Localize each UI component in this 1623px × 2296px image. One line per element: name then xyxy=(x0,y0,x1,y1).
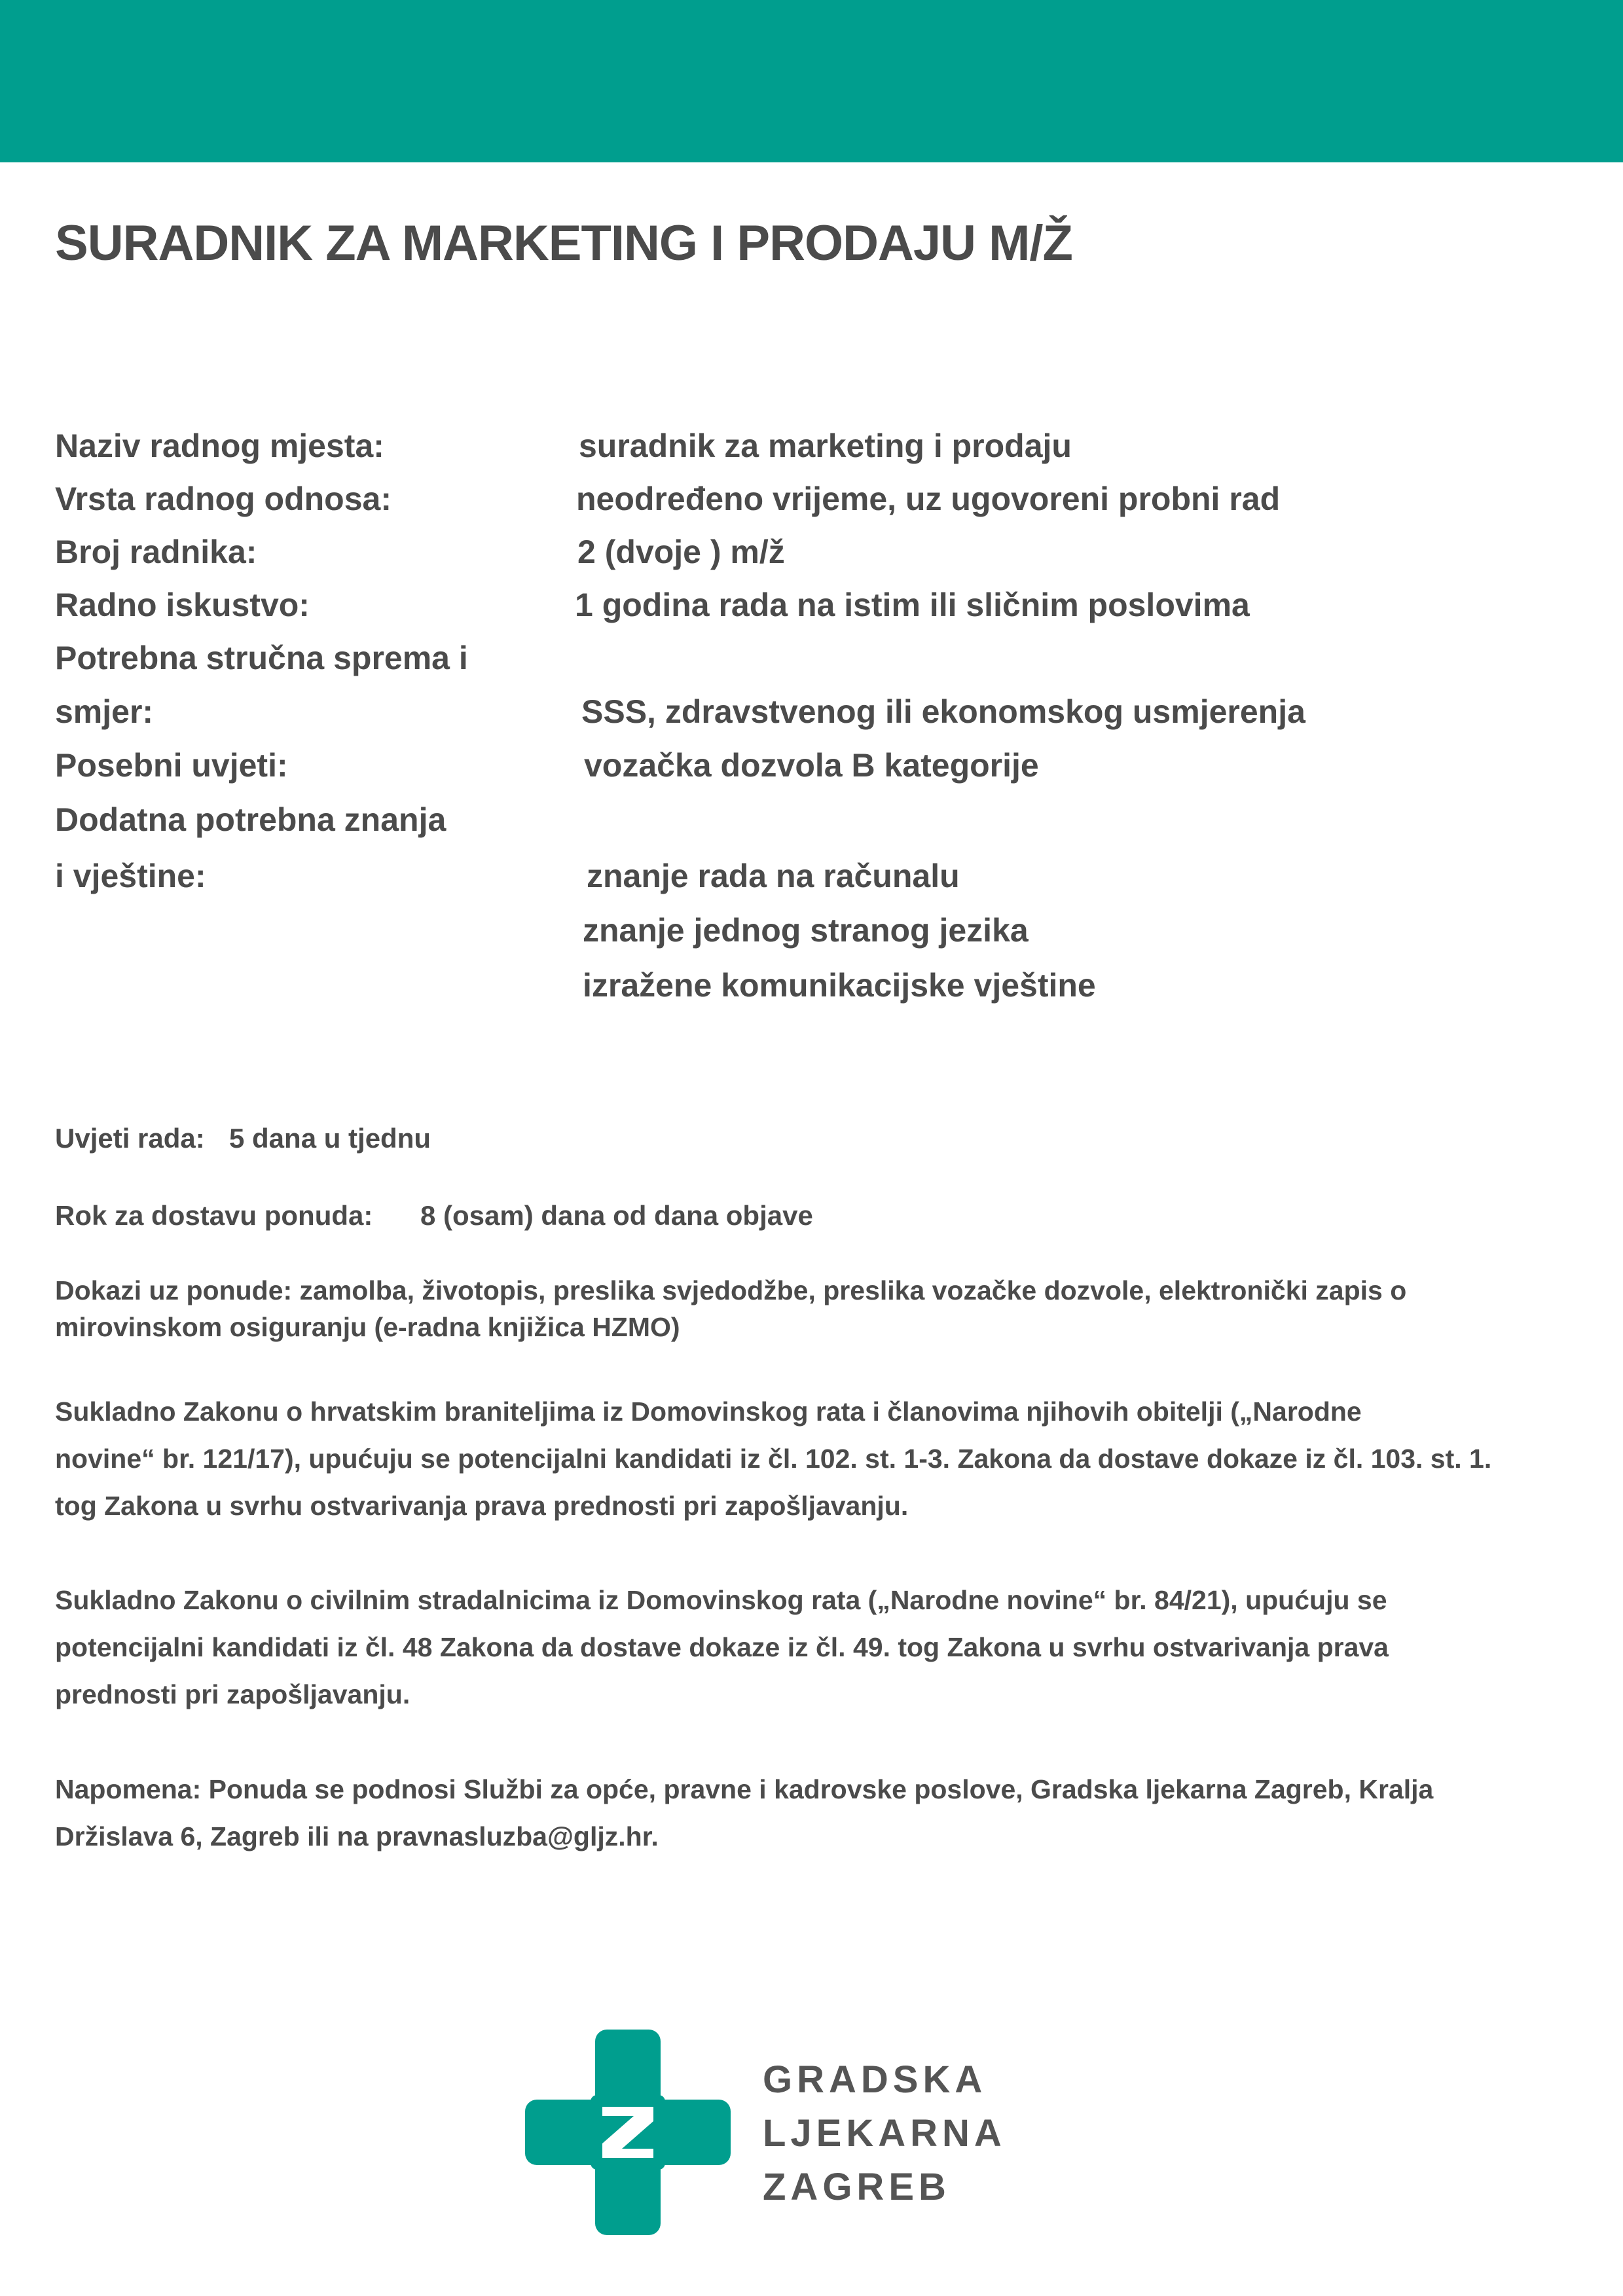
dokazi-line: mirovinskom osiguranju (e-radna knjižica HZMO) xyxy=(55,1312,680,1342)
napomena-paragraph xyxy=(55,1766,1561,1860)
paragraph-line: potencijalni kandidati iz čl. 48 Zakona da dostave dokaze iz čl. 49. tog Zakona u svrhu ostvarivanja prava xyxy=(55,1632,1389,1662)
paragraph-line: Sukladno Zakonu o hrvatskim braniteljima iz Domovinskog rata i članovima njihovih obitelji („Narodne xyxy=(55,1396,1362,1427)
paragraph-line: tog Zakona u svrhu ostvarivanja prava prednosti pri zapošljavanju. xyxy=(55,1491,909,1521)
paragraph-line: Napomena: Ponuda se podnosi Službi za opće, pravne i kadrovske poslove, Gradska ljekarna Zagreb, Kralja xyxy=(55,1774,1434,1804)
rok-label: Rok za dostavu ponuda: xyxy=(55,1200,373,1231)
label-znanja-2: i vještine: xyxy=(55,858,206,894)
value-znanja-1: znanje rada na računalu xyxy=(587,858,960,894)
paragraph-line: prednosti pri zapošljavanju. xyxy=(55,1679,410,1709)
value-broj: 2 (dvoje ) m/ž xyxy=(577,534,785,570)
paragraph-line: novine“ br. 121/17), upućuju se potencijalni kandidati iz čl. 102. st. 1-3. Zakona da dostave dokaze iz čl. 103. st. 1. xyxy=(55,1444,1492,1474)
value-uvjeti: vozačka dozvola B kategorije xyxy=(584,747,1039,784)
logo-text-line: ZAGREB xyxy=(763,2166,951,2208)
value-sprema: SSS, zdravstvenog ili ekonomskog usmjerenja xyxy=(581,693,1305,730)
value-naziv: suradnik za marketing i prodaju xyxy=(579,428,1072,464)
label-broj: Broj radnika: xyxy=(55,534,257,570)
label-naziv: Naziv radnog mjesta: xyxy=(55,428,384,464)
rok-value: 8 (osam) dana od dana objave xyxy=(420,1200,813,1231)
paragraph-line: Sukladno Zakonu o civilnim stradalnicima iz Domovinskog rata („Narodne novine“ br. 84/21), upućuju se xyxy=(55,1585,1387,1615)
branitelji-paragraph xyxy=(55,1388,1561,1529)
label-iskustvo: Radno iskustvo: xyxy=(55,587,310,623)
label-znanja-1: Dodatna potrebna znanja xyxy=(55,801,447,838)
logo-text-line: LJEKARNA xyxy=(763,2112,1006,2155)
label-uvjeti: Posebni uvjeti: xyxy=(55,747,288,784)
value-vrsta: neodređeno vrijeme, uz ugovoreni probni rad xyxy=(576,481,1281,517)
dokazi-paragraph xyxy=(55,1272,1561,1345)
paragraph-line: Držislava 6, Zagreb ili na pravnasluzba@gljz.hr. xyxy=(55,1821,659,1851)
label-sprema-2: smjer: xyxy=(55,693,154,730)
header-band xyxy=(0,0,1623,162)
uvjeti-rada-label: Uvjeti rada: xyxy=(55,1123,205,1154)
value-iskustvo: 1 godina rada na istim ili sličnim poslovima xyxy=(575,587,1250,623)
label-vrsta: Vrsta radnog odnosa: xyxy=(55,481,392,517)
value-znanja-2: znanje jednog stranog jezika xyxy=(583,912,1029,949)
dokazi-line: Dokazi uz ponude: zamolba, životopis, preslika svjedodžbe, preslika vozačke dozvole, elektronički zapis o xyxy=(55,1275,1407,1305)
pharmacy-cross-logo-icon xyxy=(525,2030,731,2235)
page-title: SURADNIK ZA MARKETING I PRODAJU M/Ž xyxy=(55,215,1072,271)
uvjeti-rada-value: 5 dana u tjednu xyxy=(229,1123,431,1154)
label-sprema-1: Potrebna stručna sprema i xyxy=(55,640,468,676)
stradalnici-paragraph xyxy=(55,1576,1561,1718)
logo-text-line: GRADSKA xyxy=(763,2058,987,2101)
value-znanja-3: izražene komunikacijske vještine xyxy=(583,967,1096,1004)
